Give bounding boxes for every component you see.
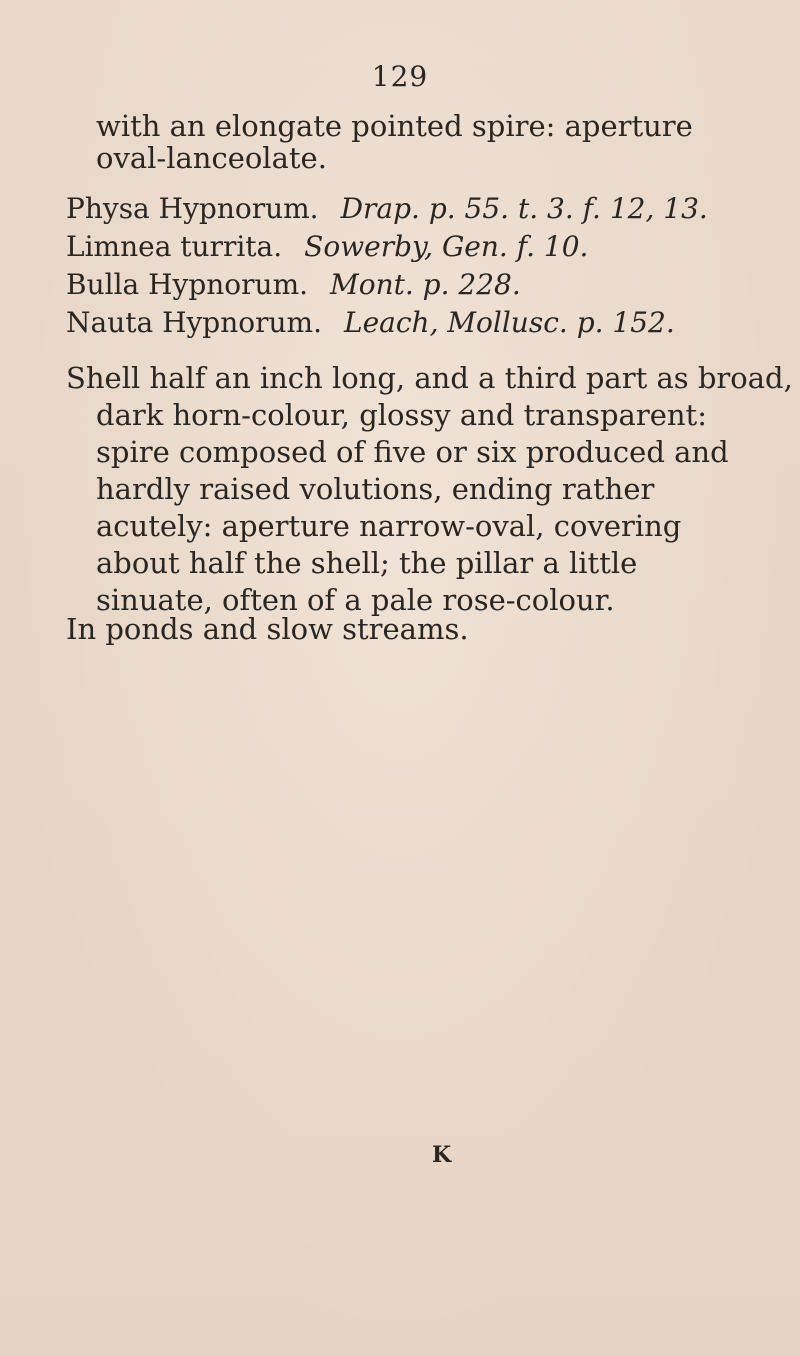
synonym-line: [66, 228, 766, 266]
synonym-name: Bulla Hypnorum.: [66, 268, 309, 301]
description-body: dark horn-colour, glossy and transparent: spire composed of five or six produced and hardly raised volutions, ending rather acutely: aperture narrow-oval, covering about half the shell; the pillar a little sinuate, often of a pale rose-colour.: [96, 398, 729, 617]
synonym-name: Physa Hypnorum.: [66, 192, 319, 225]
habitat-note: In ponds and slow streams.: [66, 612, 469, 646]
synonym-name: Nauta Hypnorum.: [66, 306, 322, 339]
synonym-reference: Drap. p. 55. t. 3. f. 12, 13.: [340, 192, 708, 225]
page-number: 129: [371, 60, 429, 93]
synonym-line: [66, 190, 766, 228]
synonym-list: [66, 190, 766, 342]
synonym-reference: Mont. p. 228.: [330, 268, 521, 301]
synonym-reference: Sowerby, Gen. f. 10.: [304, 230, 589, 263]
signature-mark: K: [432, 1142, 452, 1168]
synonym-line: [66, 304, 766, 342]
synonym-line: [66, 266, 766, 304]
description-first-line: Shell half an inch long, and a third part as broad,: [66, 361, 793, 395]
shell-description: [66, 360, 793, 619]
synonym-reference: Leach, Mollusc. p. 152.: [344, 306, 675, 339]
synonym-name: Limnea turrita.: [66, 230, 283, 263]
opening-paragraph: with an elongate pointed spire: aperture oval-lanceolate.: [96, 109, 693, 175]
